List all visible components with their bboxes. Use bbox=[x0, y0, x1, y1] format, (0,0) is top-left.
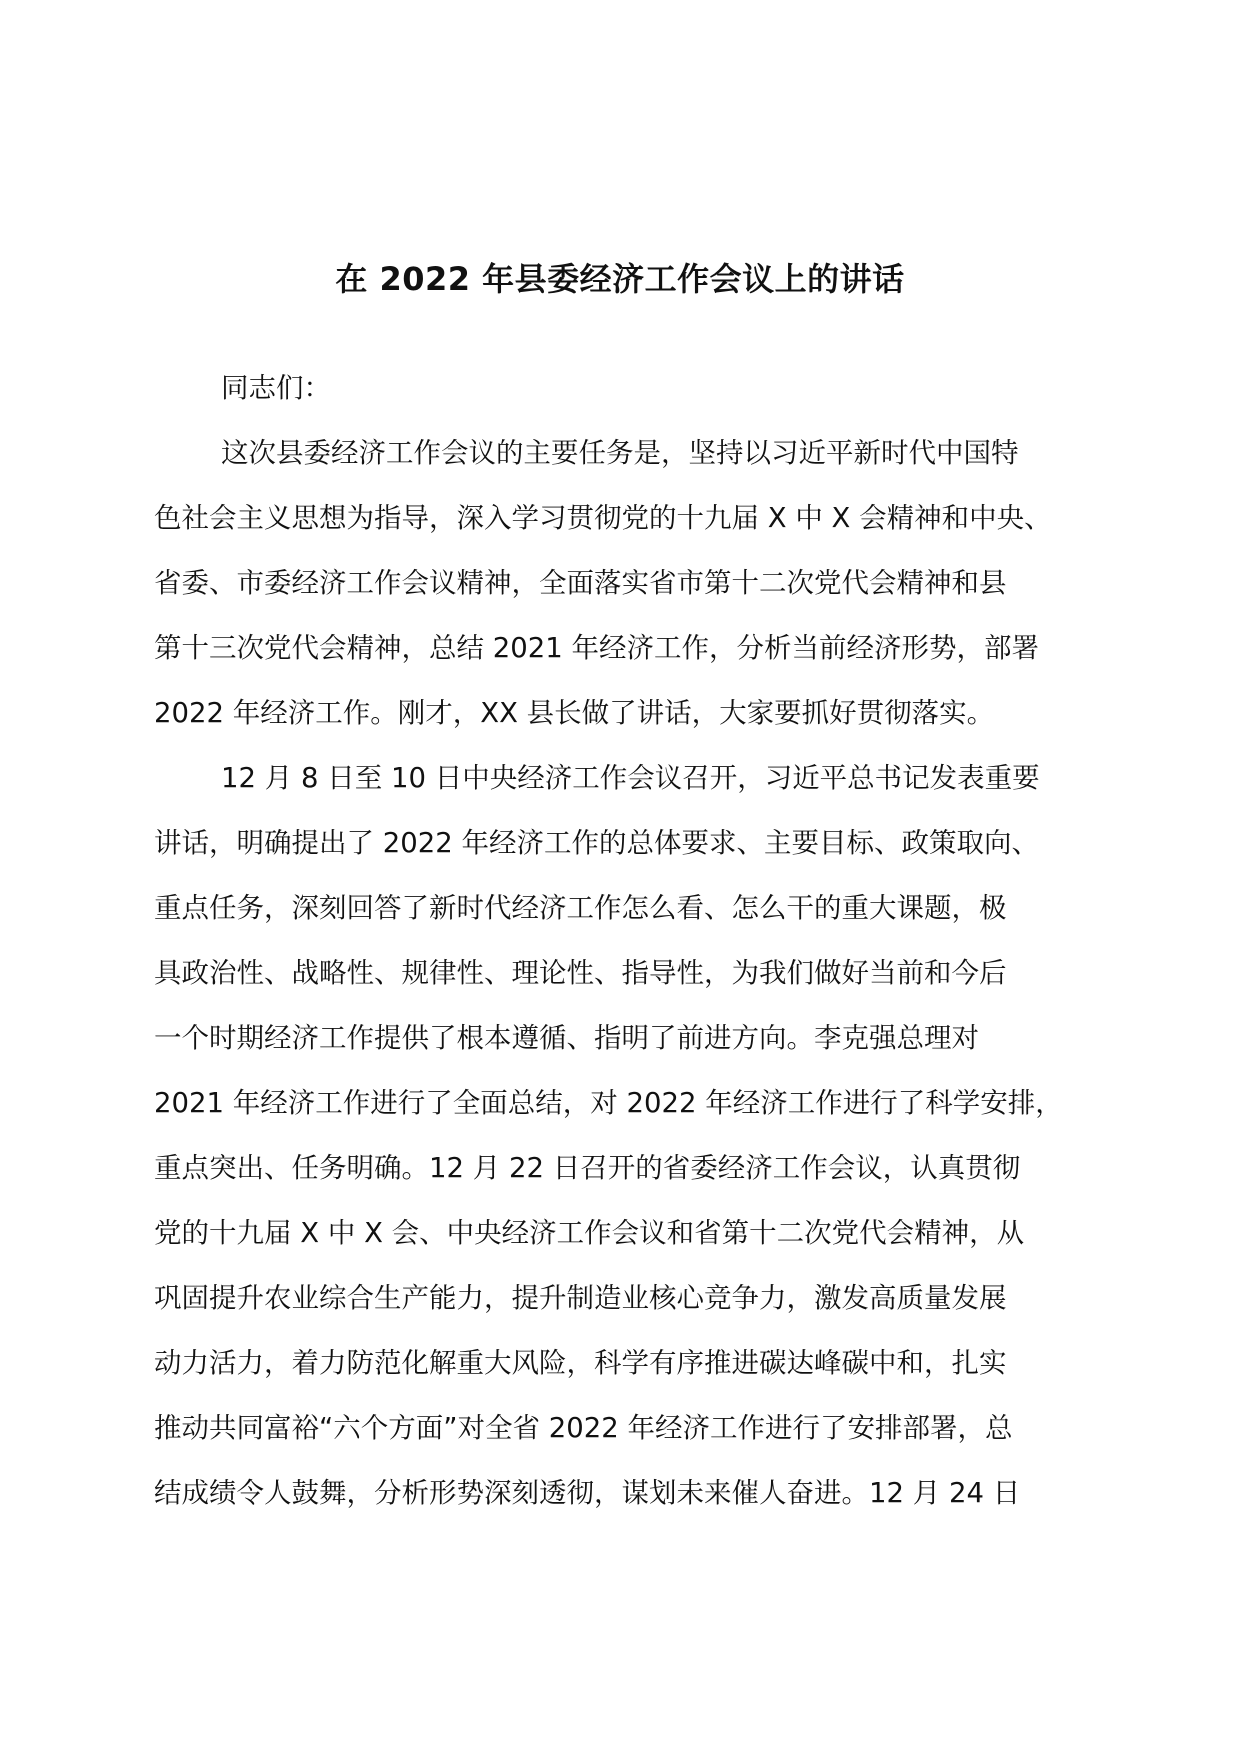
body-line: 讲话，明确提出了 2022 年经济工作的总体要求、主要目标、政策取向、 bbox=[154, 827, 1039, 859]
document-title: 在 2022 年县委经济工作会议上的讲话 bbox=[335, 260, 905, 298]
body-line: 具政治性、战略性、规律性、理论性、指导性，为我们做好当前和今后 bbox=[154, 957, 1007, 989]
document-body bbox=[154, 356, 1114, 1526]
body-line: 巩固提升农业综合生产能力，提升制造业核心竞争力，激发高质量发展 bbox=[154, 1282, 1007, 1314]
salutation-line: 同志们： bbox=[221, 372, 331, 404]
body-line: 结成绩令人鼓舞，分析形势深刻透彻，谋划未来催人奋进。12 月 24 日 bbox=[154, 1477, 1021, 1509]
body-line: 动力活力，着力防范化解重大风险，科学有序推进碳达峰碳中和，扎实 bbox=[154, 1347, 1007, 1379]
body-line: 第十三次党代会精神，总结 2021 年经济工作，分析当前经济形势，部署 bbox=[154, 632, 1039, 664]
body-line: 这次县委经济工作会议的主要任务是，坚持以习近平新时代中国特 bbox=[221, 437, 1019, 469]
body-line: 重点突出、任务明确。12 月 22 日召开的省委经济工作会议，认真贯彻 bbox=[154, 1152, 1021, 1184]
body-line: 色社会主义思想为指导，深入学习贯彻党的十九届 X 中 X 会精神和中央、 bbox=[154, 502, 1052, 534]
body-line: 2021 年经济工作进行了全面总结，对 2022 年经济工作进行了科学安排， bbox=[154, 1087, 1063, 1119]
body-line: 2022 年经济工作。刚才，XX 县长做了讲话，大家要抓好贯彻落实。 bbox=[154, 697, 995, 729]
body-line: 推动共同富裕“六个方面”对全省 2022 年经济工作进行了安排部署，总 bbox=[154, 1412, 1013, 1444]
body-line: 重点任务，深刻回答了新时代经济工作怎么看、怎么干的重大课题，极 bbox=[154, 892, 1007, 924]
body-line: 一个时期经济工作提供了根本遵循、指明了前进方向。李克强总理对 bbox=[154, 1022, 979, 1054]
body-line: 12 月 8 日至 10 日中央经济工作会议召开，习近平总书记发表重要 bbox=[221, 762, 1040, 794]
body-line: 省委、市委经济工作会议精神，全面落实省市第十二次党代会精神和县 bbox=[154, 567, 1007, 599]
body-line: 党的十九届 X 中 X 会、中央经济工作会议和省第十二次党代会精神，从 bbox=[154, 1217, 1025, 1249]
